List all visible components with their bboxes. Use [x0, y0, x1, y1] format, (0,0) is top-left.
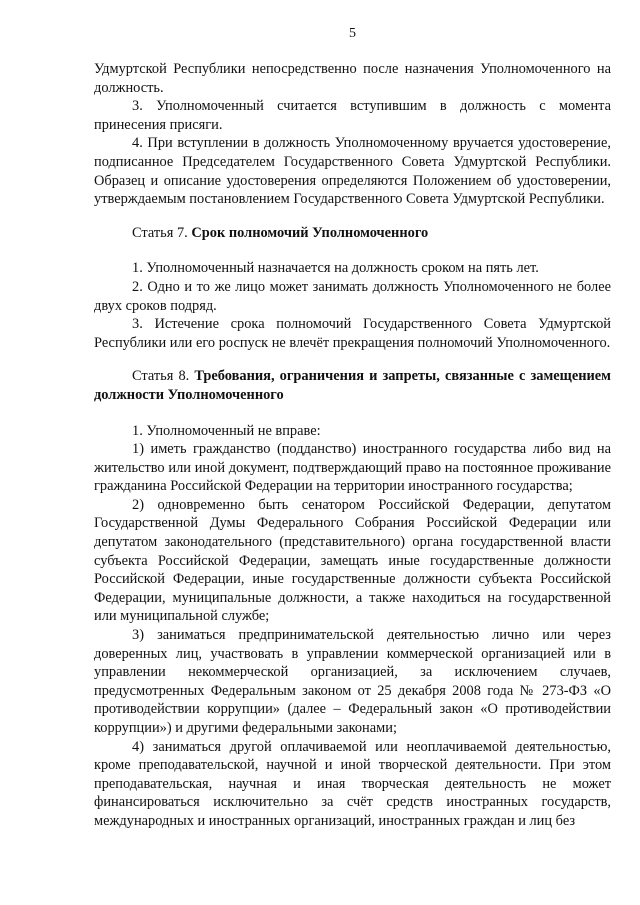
article-8-heading	[94, 367, 611, 404]
page-number: 5	[349, 26, 356, 41]
paragraph-continuation: Удмуртской Республики непосредственно после назначения Уполномоченного на должность.	[94, 61, 611, 96]
article-8-item-3: 3) заниматься предпринимательской деятельностью лично или через доверенных лиц, участвовать в управлении коммерческой организацией или в управлении некоммерческой организацией, за исключением случаев, предусмотренных Федеральным законом от 25 декабря 2008 года № 273-ФЗ «О противодействии коррупции» (далее – Федеральный закон «О противодействии коррупции») и другими федеральными законами;	[94, 627, 611, 736]
paragraph-item-4: 4. При вступлении в должность Уполномоченному вручается удостоверение, подписанное Председателем Государственного Совета Удмуртской Республики. Образец и описание удостоверения определяются Положением об удостоверении, утверждаемым постановлением Государственного Совета Удмуртской Республики.	[94, 135, 611, 208]
article-8-prefix: Статья 8.	[132, 368, 195, 385]
article-8-item-1: 1) иметь гражданство (подданство) иностранного государства либо вид на жительство или иной документ, подтверждающий право на постоянное проживание гражданина Российской Федерации на территории иностранного государства;	[94, 441, 611, 495]
article-8-title: Требования, ограничения и запреты, связанные с замещением должности Уполномоченного	[94, 368, 611, 403]
article-8-item-2: 2) одновременно быть сенатором Российской Федерации, депутатом Государственной Думы Федерального Собрания Российской Федерации или депутатом законодательного (представительного) органа государственной власти субъекта Российской Федерации, замещать иные государственные должности Российской Федерации, иные государственные должности субъекта Российской Федерации, муниципальные должности, а также находиться на государственной или муниципальной службе;	[94, 496, 611, 625]
article-7-title: Срок полномочий Уполномоченного	[191, 224, 429, 241]
article-7-paragraph-1: 1. Уполномоченный назначается на должность сроком на пять лет.	[132, 260, 539, 277]
article-7-paragraph-3: 3. Истечение срока полномочий Государственного Совета Удмуртской Республики или его роспуск не влечёт прекращения полномочий Уполномоченного.	[94, 316, 611, 351]
article-7-prefix: Статья 7.	[132, 224, 192, 241]
article-7-paragraph-2: 2. Одно и то же лицо может занимать должность Уполномоченного не более двух сроков подряд.	[94, 278, 611, 314]
article-7-heading	[94, 224, 611, 243]
document-page	[94, 24, 611, 831]
paragraph-item-3: 3. Уполномоченный считается вступившим в должность с момента принесения присяги.	[94, 98, 611, 133]
article-8-item-4: 4) заниматься другой оплачиваемой или неоплачиваемой деятельностью, кроме преподавательской, научной и иной творческой деятельности. При этом преподавательская, научная и иная творческая деятельность не может финансироваться исключительно за счёт средств иностранных государств, международных и иностранных организаций, иностранных граждан и лиц без	[94, 738, 611, 829]
article-8-paragraph-1: 1. Уполномоченный не вправе:	[132, 422, 321, 439]
